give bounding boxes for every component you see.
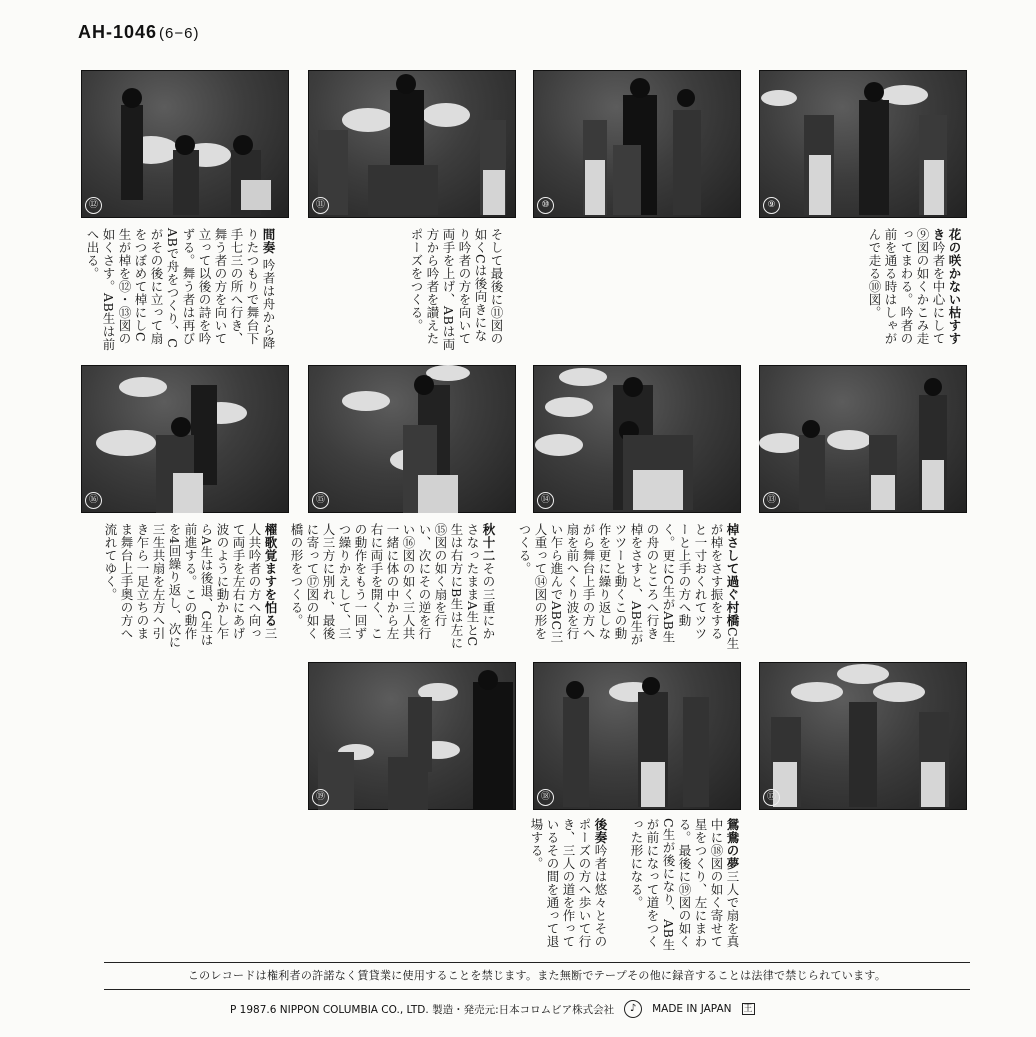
made-in-text: MADE IN JAPAN	[652, 1003, 732, 1015]
text-block-12: 間奏 吟者は舟から降りたつもりで舞台下手七三の所へ行き、舞う者の方を向いて立って以後の詩を吟ずる。舞う者は再びABで舟をつくり、Cがその後に立って扇をつぼめて棹にしC生が棹を⑫・⑬図の如くさす。AB生は前へ出る。	[85, 228, 276, 352]
text-block-9: 花の咲かない枯すすき吟者を中心にして⑨図の如くかこみ走ってまわる。吟者の前を通る時はしゃがんで走る⑩図。	[867, 228, 962, 345]
photo-number: ⑮	[312, 492, 329, 509]
photo-number: ⑲	[312, 789, 329, 806]
photo-19	[308, 662, 516, 810]
photo-number: ⑫	[85, 197, 102, 214]
photo-18	[533, 662, 741, 810]
photo-number: ⑨	[763, 197, 780, 214]
text-block-13: 棹さして過ぐ村橋C生が棹をさす振をすると一寸おくれてツツーと上手の方へ動く。更にC生がAB生の舟のところへ行き棹をさすと、AB生がツツーと動くこの動作を更に繰り返しながら舞台上手の方へ扇を前へくり波を行い乍ら進んでABC三人重って⑭図の形をつくる。	[517, 523, 740, 651]
photo-14	[533, 365, 741, 513]
photo-16	[81, 365, 289, 513]
photo-15	[308, 365, 516, 513]
catalog-number: AH-1046 (6−6)	[78, 22, 200, 42]
columbia-logo-icon: ♪	[624, 1000, 642, 1018]
photo-number: ⑪	[312, 197, 329, 214]
photo-9	[759, 70, 967, 218]
text-block-11: そして最後に⑪図の如くCは後向きになり吟者の方を向いて両手を上げ、ABは両方から吟者を讃えたポーズをつくる。	[409, 228, 504, 352]
copyright-notice: このレコードは権利者の許諾なく賃貸業に使用することを禁じます。また無断でテープその他に録音することは法律で禁じられています。	[104, 962, 970, 990]
photo-11	[308, 70, 516, 218]
text-block-15: 秋十二その三重にかさなったままA生とC生は右方にB生は左に⑮図の如く扇を行い、次にその逆を行い⑯図の如く三人共一緒に体の中から左右に両手を開く、この動作をもう一回ずつ繰りかえして、三人三方に別れ、最後に寄って⑰図の如く橋の形をつくる。	[289, 523, 496, 650]
photo-number: ⑭	[537, 492, 554, 509]
photo-12	[81, 70, 289, 218]
credit-line	[230, 1000, 990, 1018]
text-block-17: 鴛鴦の夢三人で扇を真中に⑱図の如く寄せて星をつくり、左にまわる。最後に⑲図の如くC生が後になり、AB生が前になって道をつくった形になる。	[629, 818, 740, 952]
photo-number: ⑱	[537, 789, 554, 806]
photo-13	[759, 365, 967, 513]
photo-number: ⑬	[763, 492, 780, 509]
photo-10	[533, 70, 741, 218]
photo-number: ⑯	[85, 492, 102, 509]
photo-number: ⑰	[763, 789, 780, 806]
quality-mark-icon: 王	[743, 1004, 753, 1014]
photo-number: ⑩	[537, 197, 554, 214]
photo-17	[759, 662, 967, 810]
text-block-18: 後奏吟者は悠々とそのポーズの方へ歩いて行き、三人の道を作っているその間を通って退場する。	[529, 818, 608, 948]
copyright-text: P 1987.6 NIPPON COLUMBIA CO., LTD. 製造・発売元:日本コロムビア株式会社	[230, 1003, 615, 1016]
text-block-16: 櫂歌覚ますを怕る三人共吟者の方へ向って両手を左右にあげ波のように動かし乍らA生は後退、C生は前進する。この動作を4回繰り返し、次に三生共扇を左方へ引き乍ら一足立ちのまま舞台上手奥の方へ流れてゆく。	[103, 523, 278, 649]
